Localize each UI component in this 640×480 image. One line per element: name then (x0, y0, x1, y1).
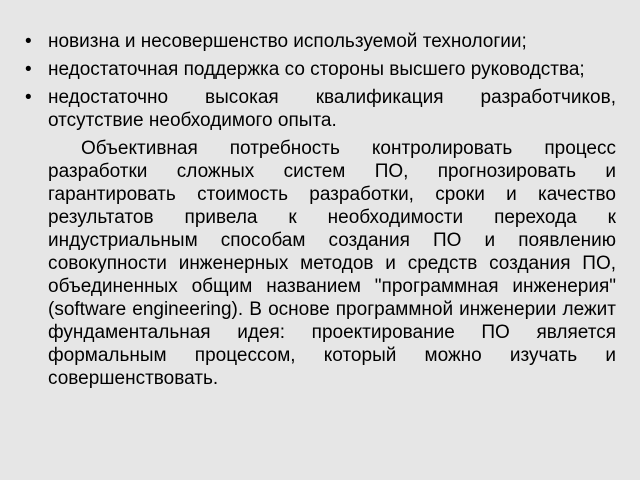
bullet-icon: • (25, 31, 32, 52)
bullet-text: недостаточно высокая квалификация разработчиков, отсутствие необходимого опыта. (48, 87, 616, 131)
bullet-item (24, 58, 616, 81)
bullet-item (24, 86, 616, 132)
bullet-item (24, 30, 616, 53)
bullet-text: недостаточная поддержка со стороны высшего руководства; (48, 59, 585, 80)
bullet-list (24, 30, 616, 132)
bullet-icon: • (25, 87, 32, 108)
bullet-icon: • (25, 59, 32, 80)
bullet-text: новизна и несовершенство используемой технологии; (48, 31, 527, 52)
body-paragraph: Объективная потребность контролировать процесс разработки сложных систем ПО, прогнозировать и гарантировать стоимость разработки, сроки и качество результатов привела к необходимости перехода к индустриальным способам создания ПО и появлению совокупности инженерных методов и средств создания ПО, объединенных общим названием "программная инженерия" (software engineering). В основе программной инженерии лежит фундаментальная идея: проектирование ПО является формальным процессом, который можно изучать и совершенствовать. (48, 138, 616, 389)
